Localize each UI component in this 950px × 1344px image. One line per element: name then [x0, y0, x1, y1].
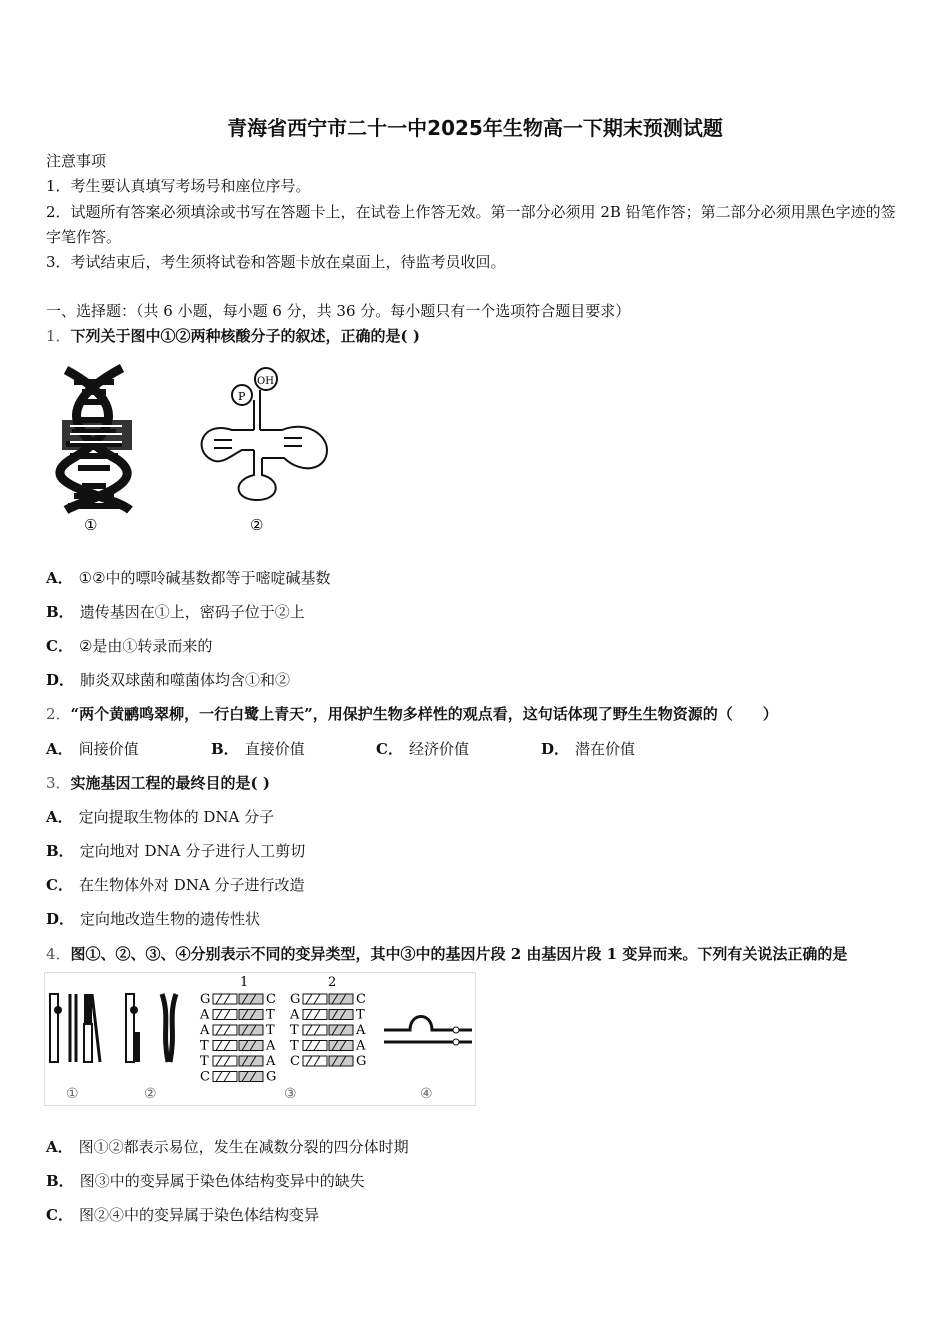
base-letter: C	[356, 992, 366, 1007]
section-heading: 一、选择题：（共 6 小题，每小题 6 分，共 36 分。每小题只有一个选项符合题目要求）	[46, 302, 631, 320]
option-letter: B．	[211, 740, 239, 758]
figure-label: P	[238, 390, 246, 403]
base-letter: G	[290, 992, 301, 1007]
figure-label: ④	[420, 1086, 433, 1102]
base-letter: T	[200, 1054, 209, 1069]
option-text: 图②④中的变异属于染色体结构变异	[78, 1206, 319, 1224]
option-text: 图③中的变异属于染色体结构变异中的缺失	[79, 1172, 365, 1190]
option-d[interactable]	[46, 908, 260, 930]
option-text: ①②中的嘌呤碱基数都等于嘧啶碱基数	[78, 569, 331, 587]
base-letter: C	[200, 1069, 210, 1085]
nucleic-acid-figure	[52, 360, 342, 540]
trna-image	[202, 368, 327, 500]
option-text: 肺炎双球菌和噬菌体均含①和②	[80, 671, 291, 689]
option-text: 间接价值	[78, 740, 139, 758]
option-text: 定向地对 DNA 分子进行人工剪切	[79, 842, 306, 860]
base-letter: C	[266, 992, 276, 1007]
figure-label: ②	[144, 1086, 157, 1102]
option-c[interactable]	[376, 738, 469, 760]
option-text: 在生物体外对 DNA 分子进行改造	[78, 876, 305, 894]
option-text: 图①②都表示易位，发生在减数分裂的四分体时期	[78, 1138, 409, 1156]
figure-label: ③	[284, 1086, 297, 1102]
option-letter: C．	[46, 637, 73, 655]
option-c[interactable]	[46, 874, 304, 896]
option-letter: B．	[46, 603, 74, 621]
option-text: 潜在价值	[575, 740, 636, 758]
mutation-figure	[44, 972, 476, 1106]
notice-item: 1．考生要认真填写考场号和座位序号。	[46, 177, 311, 195]
option-text: 经济价值	[408, 740, 469, 758]
option-a[interactable]	[46, 738, 139, 760]
figure-label: ①	[66, 1086, 79, 1102]
question-number: 4．	[46, 945, 71, 963]
option-letter: D．	[541, 740, 570, 758]
chromosome-pair-1	[50, 994, 100, 1062]
page-title: 青海省西宁市二十一中2025年生物高一下期末预测试题	[227, 116, 723, 140]
base-letter: A	[356, 1023, 366, 1038]
base-letter: A	[266, 1038, 276, 1054]
question-number: 3．	[46, 774, 71, 792]
base-letter: C	[290, 1054, 300, 1069]
option-b[interactable]	[211, 738, 305, 760]
base-letter: A	[356, 1038, 366, 1054]
base-letter: T	[356, 1007, 365, 1023]
option-b[interactable]	[46, 1170, 365, 1192]
base-letter: T	[266, 1023, 275, 1038]
segment-label: 1	[240, 975, 249, 990]
question-4	[46, 943, 847, 965]
option-letter: C．	[46, 1206, 73, 1224]
base-letter: T	[266, 1007, 275, 1023]
option-letter: A．	[46, 1138, 73, 1156]
question-number: 1．	[46, 327, 71, 345]
option-letter: A．	[46, 569, 73, 587]
option-c[interactable]	[46, 1204, 319, 1226]
option-text: 直接价值	[244, 740, 305, 758]
base-letter: G	[356, 1054, 367, 1069]
notice-item: 3．考试结束后，考生须将试卷和答题卡放在桌面上，待监考员收回。	[46, 253, 506, 271]
base-letter: A	[200, 1023, 210, 1038]
question-2	[46, 703, 778, 725]
base-letter: T	[290, 1023, 299, 1038]
option-a[interactable]	[46, 567, 331, 589]
option-letter: A．	[46, 808, 73, 826]
question-stem: “两个黄鹂鸣翠柳，一行白鹭上青天”，用保护生物多样性的观点看，这句话体现了野生生物资源的（ ）	[70, 705, 778, 723]
option-letter: D．	[46, 910, 75, 928]
base-letter: A	[266, 1054, 276, 1069]
base-letter: T	[200, 1038, 209, 1054]
option-b[interactable]	[46, 601, 305, 623]
option-text: 遗传基因在①上，密码子位于②上	[79, 603, 305, 621]
option-text: 定向提取生物体的 DNA 分子	[78, 808, 275, 826]
option-letter: B．	[46, 1172, 74, 1190]
option-letter: D．	[46, 671, 75, 689]
option-letter: B．	[46, 842, 74, 860]
option-text: 定向地改造生物的遗传性状	[80, 910, 261, 928]
base-letter: G	[266, 1069, 277, 1085]
dna-helix-image	[60, 368, 132, 510]
question-stem: 下列关于图中①②两种核酸分子的叙述，正确的是( )	[70, 327, 420, 345]
option-a[interactable]	[46, 1136, 409, 1158]
notice-heading: 注意事项	[46, 152, 107, 170]
figure-label: ②	[250, 516, 264, 534]
option-c[interactable]	[46, 635, 212, 657]
base-letter: G	[200, 992, 211, 1007]
option-letter: C．	[46, 876, 73, 894]
figure-label: ①	[84, 516, 98, 534]
segment-label: 2	[328, 975, 337, 990]
option-b[interactable]	[46, 840, 305, 862]
question-stem: 实施基因工程的最终目的是( )	[70, 774, 270, 792]
question-1	[46, 325, 420, 347]
notice-item: 2．试题所有答案必须填涂或书写在答题卡上，在试卷上作答无效。第一部分必须用 2B 铅笔作答；第二部分必须用黑色字迹的签字笔作答。	[46, 203, 896, 246]
question-stem: 图①、②、③、④分别表示不同的变异类型，其中③中的基因片段 2 由基因片段 1 变异而来。下列有关说法正确的是	[70, 945, 848, 963]
option-d[interactable]	[541, 738, 635, 760]
question-number: 2．	[46, 705, 71, 723]
option-letter: C．	[376, 740, 403, 758]
base-letter: T	[290, 1038, 299, 1054]
option-a[interactable]	[46, 806, 274, 828]
option-d[interactable]	[46, 669, 290, 691]
base-letter: A	[200, 1007, 210, 1023]
option-letter: A．	[46, 740, 73, 758]
option-text: ②是由①转录而来的	[78, 637, 213, 655]
question-3	[46, 772, 270, 794]
base-letter: A	[290, 1007, 300, 1023]
figure-label: OH	[257, 376, 274, 387]
